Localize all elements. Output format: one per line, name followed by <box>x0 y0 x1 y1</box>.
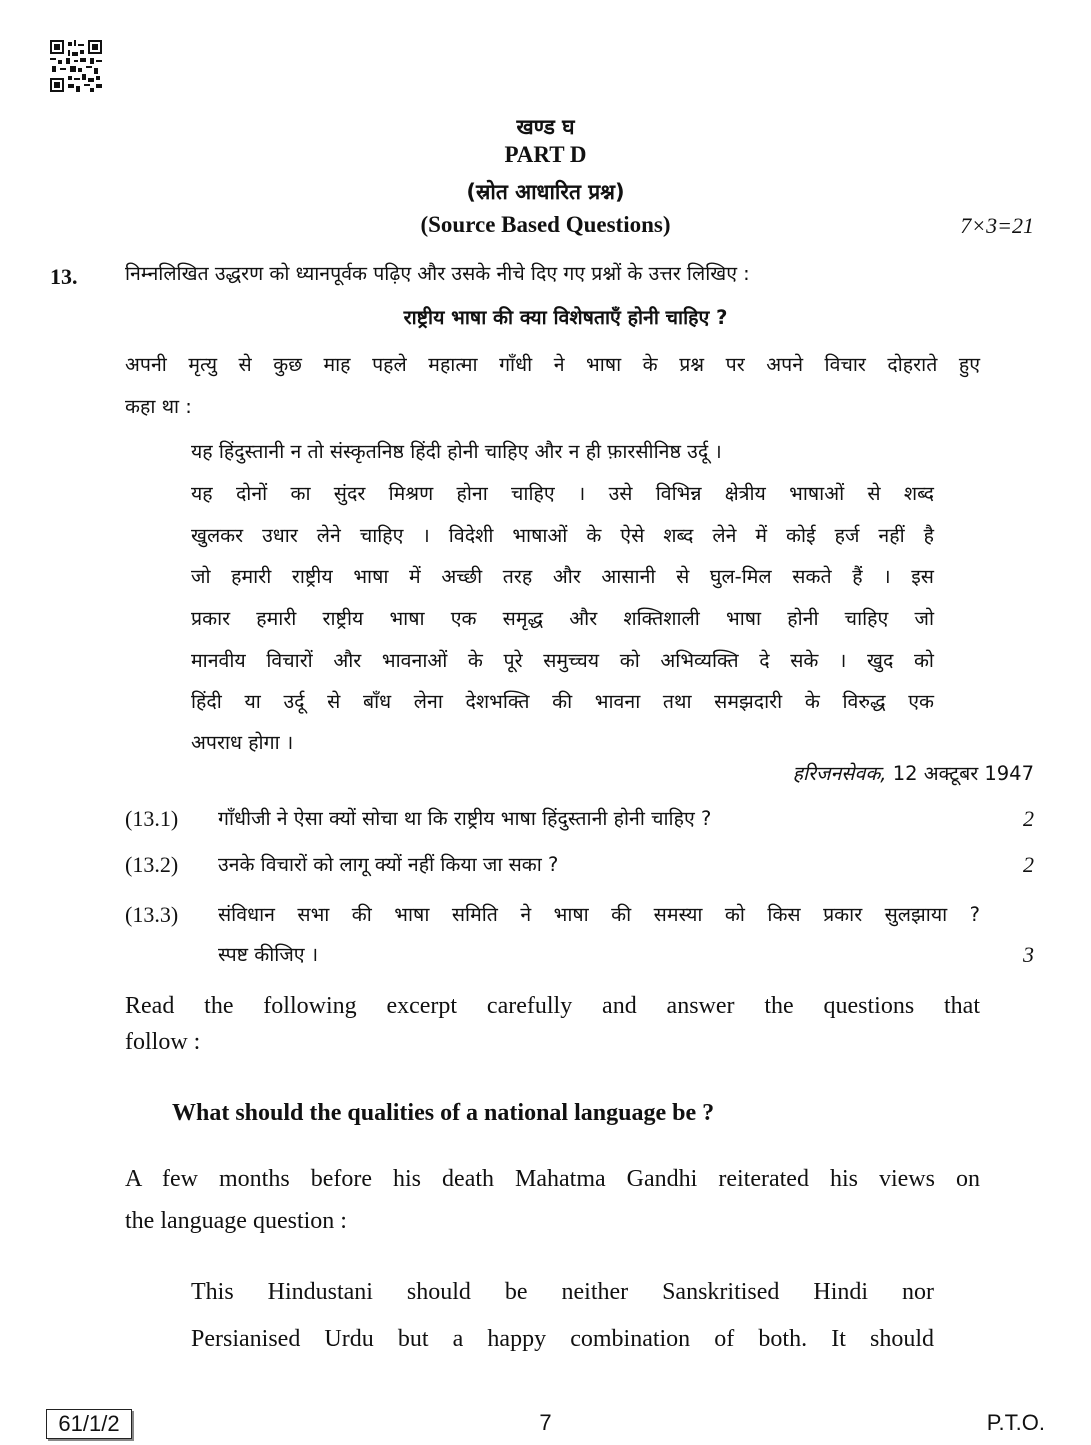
qr-code-icon <box>50 40 102 92</box>
section-title: PART D <box>504 142 587 167</box>
section-subtitle: (Source Based Questions) <box>420 212 671 237</box>
quote-english-line: This Hindustani should be neither Sanskritised Hindi nor <box>191 1279 934 1305</box>
subquestion-marks: 2 <box>1023 852 1034 877</box>
intro-english-line-2: the language question : <box>125 1208 347 1234</box>
paper-code-box: 61/1/2 <box>46 1409 132 1439</box>
intro-hindi-line-1: अपनी मृत्यु से कुछ माह पहले महात्मा गाँधी ने भाषा के प्रश्न पर अपने विचार दोहराते हुए <box>125 353 980 376</box>
source-date: 12 अक्टूबर 1947 <box>886 762 1034 785</box>
subquestion-marks: 3 <box>1023 942 1034 967</box>
section-title-hindi: खण्ड घ <box>516 115 575 139</box>
quote-source <box>793 754 1034 794</box>
subquestion-number: (13.1) <box>125 806 179 831</box>
subquestion-marks: 2 <box>1023 806 1034 831</box>
instruction-hindi: निम्नलिखित उद्धरण को ध्यानपूर्वक पढ़िए और उसके नीचे दिए गए प्रश्नों के उत्तर लिखिए : <box>125 262 750 285</box>
excerpt-title-english: What should the qualities of a national language be ? <box>172 1100 715 1126</box>
source-title: हरिजनसेवक, <box>792 762 887 785</box>
quote-english-line: Persianised Urdu but a happy combination of both. It should <box>191 1326 934 1352</box>
excerpt-title-hindi: राष्ट्रीय भाषा की क्या विशेषताएँ होनी चाहिए ? <box>403 306 728 329</box>
quote-hindi-line: जो हमारी राष्ट्रीय भाषा में अच्छी तरह और आसानी से घुल-मिल सकते हैं । इस <box>191 565 934 588</box>
subquestion-number: (13.3) <box>125 902 179 927</box>
page-number: 7 <box>539 1410 552 1435</box>
quote-hindi-line: मानवीय विचारों और भावनाओं के पूरे समुच्चय को अभिव्यक्ति दे सके । खुद को <box>191 649 934 672</box>
quote-hindi-line: खुलकर उधार लेने चाहिए । विदेशी भाषाओं के ऐसे शब्द लेने में कोई हर्ज नहीं है <box>191 524 934 547</box>
intro-hindi-line-2: कहा था : <box>125 395 192 418</box>
quote-hindi-line: यह हिंदुस्तानी न तो संस्कृतनिष्ठ हिंदी होनी चाहिए और न ही फ़ारसीनिष्ठ उर्दू । <box>191 440 722 463</box>
please-turn-over: P.T.O. <box>986 1410 1045 1435</box>
quote-hindi-line: हिंदी या उर्दू से बाँध लेना देशभक्ति की भावना तथा समझदारी के विरुद्ध एक <box>191 690 934 713</box>
subquestion-number: (13.2) <box>125 852 179 877</box>
subquestion-text-continued: स्पष्ट कीजिए । <box>218 943 319 966</box>
section-marks: 7×3=21 <box>960 213 1034 238</box>
instruction-english-line-2: follow : <box>125 1029 201 1055</box>
subquestion-text: उनके विचारों को लागू क्यों नहीं किया जा सका ? <box>218 853 559 876</box>
subquestion-text: संविधान सभा की भाषा समिति ने भाषा की समस्या को किस प्रकार सुलझाया ? <box>218 903 980 926</box>
section-subtitle-hindi: (स्रोत आधारित प्रश्न) <box>466 180 625 204</box>
quote-hindi-line: अपराध होगा । <box>191 731 294 754</box>
question-number: 13. <box>50 264 78 289</box>
quote-hindi-line: यह दोनों का सुंदर मिश्रण होना चाहिए । उसे विभिन्न क्षेत्रीय भाषाओं से शब्द <box>191 482 934 505</box>
instruction-english-line-1: Read the following excerpt carefully and answer the questions that <box>125 993 980 1019</box>
subquestion-text: गाँधीजी ने ऐसा क्यों सोचा था कि राष्ट्रीय भाषा हिंदुस्तानी होनी चाहिए ? <box>218 807 712 830</box>
quote-hindi-line: प्रकार हमारी राष्ट्रीय भाषा एक समृद्ध और शक्तिशाली भाषा होनी चाहिए जो <box>191 607 934 630</box>
intro-english-line-1: A few months before his death Mahatma Gandhi reiterated his views on <box>125 1166 980 1192</box>
